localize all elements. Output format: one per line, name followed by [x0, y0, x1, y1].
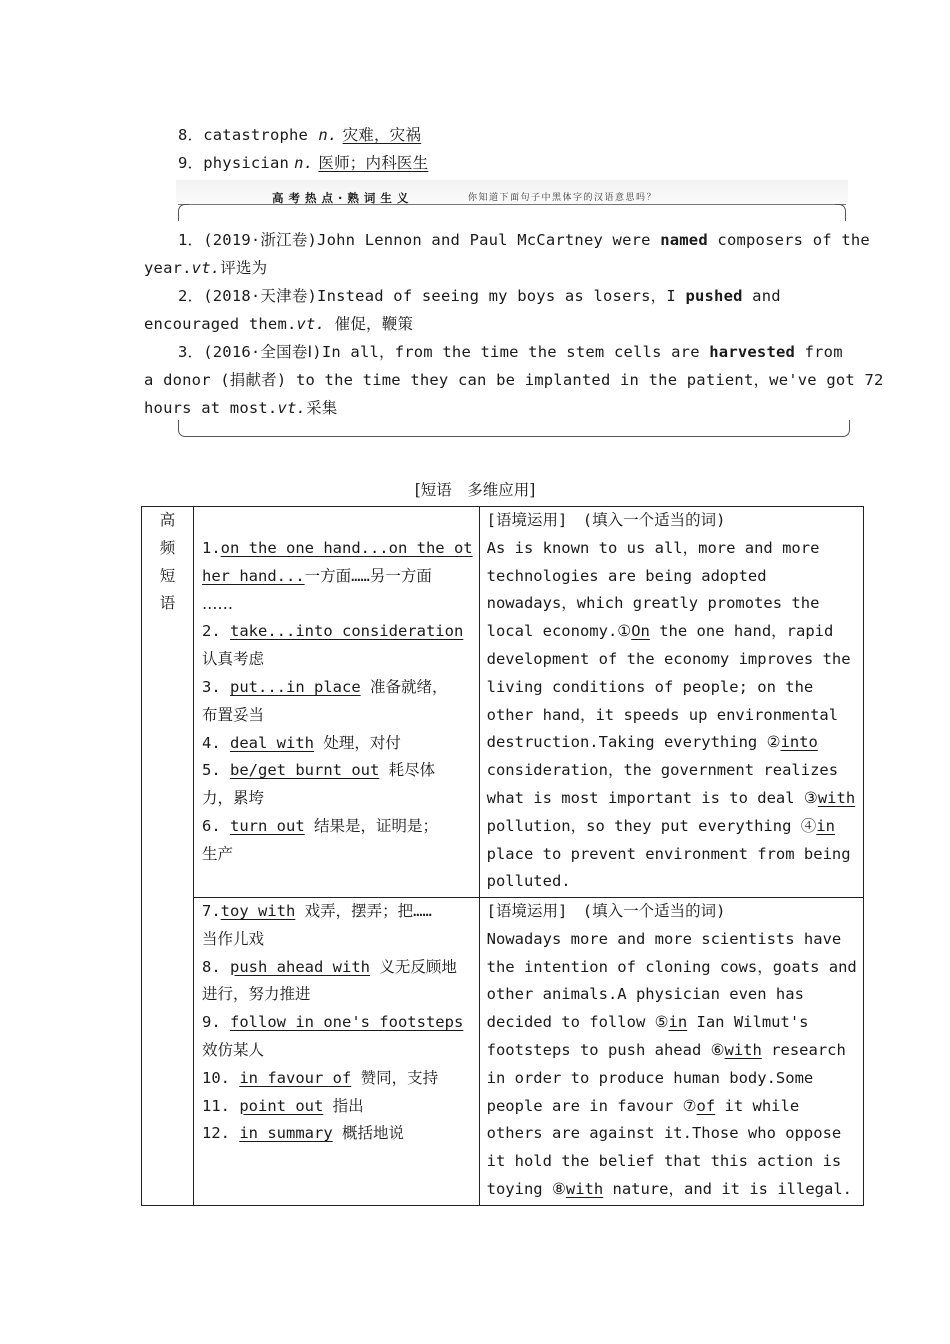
phrase-2: 2. take...into consideration [202, 622, 464, 641]
table-row [142, 898, 864, 1206]
context-passage-2: [语境运用] (填入一个适当的词) Nowadays more and more scientists have the intention of cloning cows，goats and other animals.A physician even has decided to follow ⑤in Ian Wilmut's footsteps to push ahead ⑥with research in order to produce human body.Some people are in favour ⑦of it while others are against it.Those who oppose it hold the belief that this action is toying ⑧with nature，and it is illegal. [479, 898, 863, 1206]
section-banner [176, 180, 848, 222]
context-prompt: [语境运用] (填入一个适当的词) [486, 902, 726, 920]
phrase-7: 7.toy with 戏弄，摆弄；把…… [202, 902, 432, 920]
phrase-5: 5. be/get burnt out 耗尽体 [202, 761, 436, 780]
phrase-9: 9. follow in one's footsteps [202, 1013, 464, 1032]
example-3-line-3: hours at most.vt.采集 [144, 399, 338, 417]
example-2-line-2: encouraged them.vt. 催促，鞭策 [144, 315, 414, 333]
category-cell: 高 频 短 语 [142, 507, 194, 1206]
example-3-line-2: a donor (捐献者) to the time they can be implanted in the patient，we've got 72 [144, 371, 884, 389]
section-title: [短语 多维应用] [414, 481, 536, 499]
vocab-item-8: 8．catastrophe n. 灾难，灾祸 [178, 126, 422, 144]
phrase-list-1: 1.on the one hand...on the ot her hand...一方面……另一方面 …… 2. take...into consideration 认真考虑 3. put...in place 准备就绪， 布置妥当 4. deal with 处理，对付 5. be/get burnt out 耗尽体 力，累垮 6. turn out 结果是，证明是； 生产 [194, 507, 480, 898]
phrase-1: 1.on the one hand...on the ot [202, 539, 473, 557]
phrase-12: 12. in summary 概括地说 [202, 1124, 404, 1143]
blank-answer: in [816, 816, 835, 835]
phrase-3: 3. put...in place 准备就绪， [202, 677, 448, 696]
blank-answer: in [668, 1013, 688, 1032]
phrase-11: 11. point out 指出 [202, 1096, 364, 1115]
vocab-item-9: 9．physician n. 医师；内科医生 [178, 154, 429, 172]
blank-answer: of [696, 1096, 716, 1115]
phrase-8: 8. push ahead with 义无反顾地 [202, 957, 457, 976]
blank-answer: with [724, 1040, 762, 1059]
phrase-6: 6. turn out 结果是，证明是； [202, 816, 438, 835]
example-3-line-1: 3．(2016·全国卷Ⅰ)In all，from the time the stem cells are harvested from [178, 343, 843, 361]
table-row [142, 507, 864, 898]
context-passage-1: [语境运用] (填入一个适当的词) As is known to us all，more and more technologies are being adopted nowadays，which greatly promotes the local economy.①On the one hand，rapid development of the economy improves the living conditions of people; on the other hand，it speeds up environmental destruction.Taking everything ②into consideration，the government realizes what is most important is to deal ③with pollution，so they put everything ④in place to prevent environment from being polluted. [479, 507, 863, 898]
phrase-10: 10. in favour of 赞同，支持 [202, 1068, 439, 1087]
blank-answer: with [565, 1179, 604, 1198]
phrase-table [141, 506, 864, 1206]
context-prompt: [语境运用] (填入一个适当的词) [486, 511, 726, 529]
banner-title: 高考热点·熟词生义 [272, 191, 414, 205]
phrase-list-2: 7.toy with 戏弄，摆弄；把…… 当作儿戏 8. push ahead with 义无反顾地 进行，努力推进 9. follow in one's footsteps 效仿某人 10. in favour of 赞同，支持 11. point out 指出 12. in summary 概括地说 [194, 898, 480, 1206]
blank-answer: On [631, 622, 650, 641]
blank-answer: into [780, 733, 818, 752]
phrase-4: 4. deal with 处理，对付 [202, 733, 401, 752]
banner-closing-bracket [178, 420, 850, 437]
example-1-line-2: year.vt.评选为 [144, 259, 268, 277]
banner-subtitle: 你知道下面句子中黑体字的汉语意思吗？ [468, 193, 658, 203]
blank-answer: with [817, 788, 856, 807]
example-2-line-1: 2．(2018·天津卷)Instead of seeing my boys as losers，I pushed and [178, 287, 781, 305]
example-1-line-1: 1．(2019·浙江卷)John Lennon and Paul McCartney were named composers of the [178, 231, 870, 249]
